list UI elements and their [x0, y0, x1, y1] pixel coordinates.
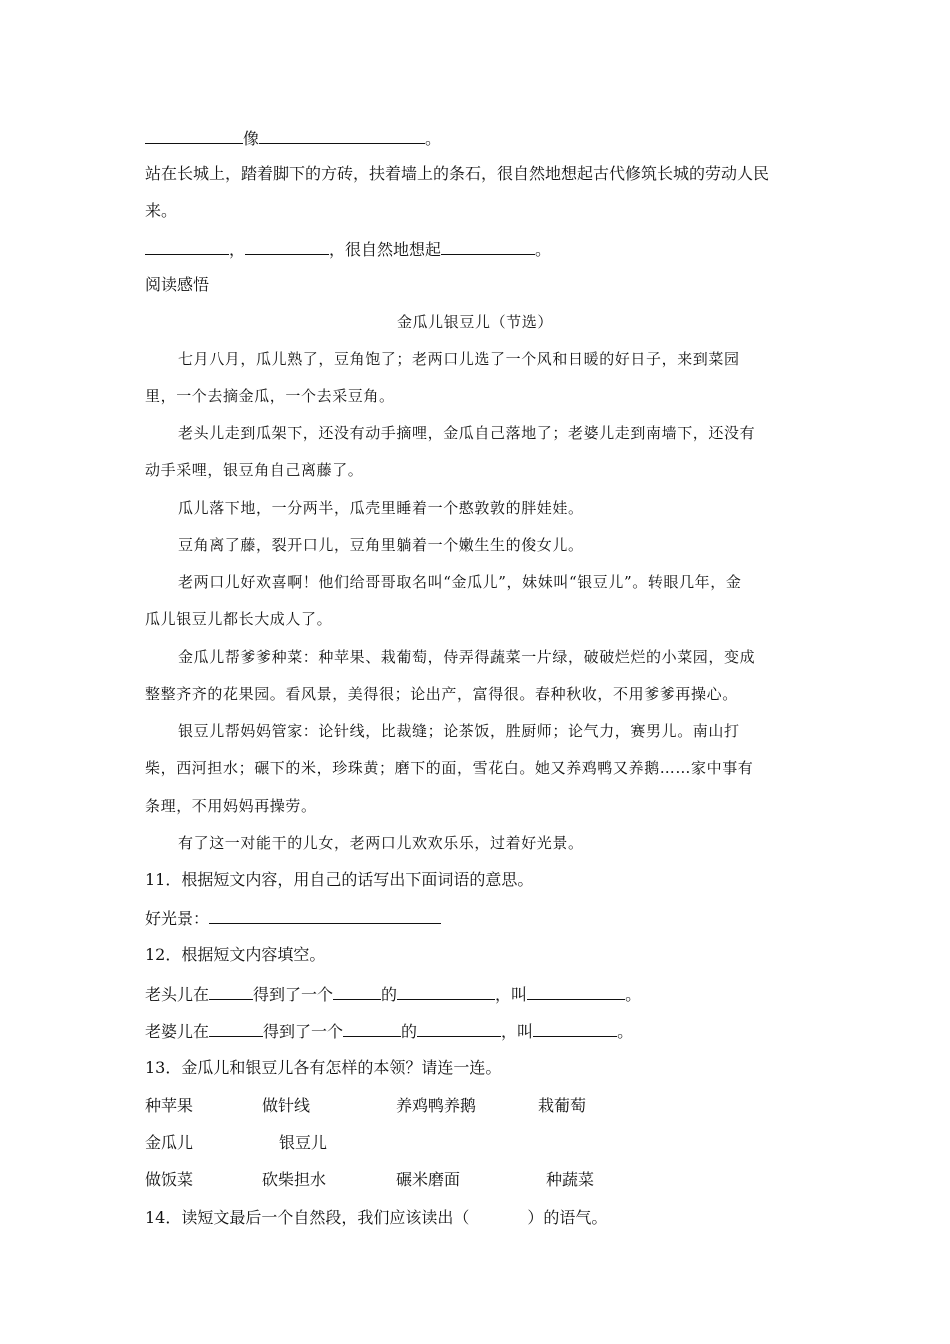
passage-title: 金瓜儿银豆儿（节选）	[396, 313, 553, 331]
passage-p7: 银豆儿帮妈妈管家：论针线，比裁缝；论茶饭，胜厨师；论气力，赛男儿。南山打	[178, 722, 740, 740]
text: ，叫	[495, 985, 528, 1004]
text: 14．读短文最后一个自然段，我们应该读出（	[145, 1208, 470, 1227]
blank[interactable]	[417, 1019, 501, 1037]
match-item[interactable]: 做饭菜	[145, 1170, 194, 1189]
sentence-example: 站在长城上，踏着脚下的方砖，扶着墙上的条石，很自然地想起古代修筑长城的劳动人民	[145, 164, 770, 183]
blank[interactable]	[441, 237, 535, 255]
passage-p4: 豆角离了藤，裂开口儿，豆角里躺着一个嫩生生的俊女儿。	[178, 536, 584, 554]
text: ，	[229, 240, 246, 259]
question-14	[145, 1207, 607, 1229]
match-item[interactable]: 种苹果	[145, 1096, 194, 1115]
passage-p6: 金瓜儿帮爹爹种菜：种苹果、栽葡萄，侍弄得蔬菜一片绿，破破烂烂的小菜园，变成	[178, 648, 756, 666]
blank[interactable]	[245, 237, 329, 255]
text: 老婆儿在	[145, 1022, 210, 1041]
match-item[interactable]: 碾米磨面	[396, 1170, 461, 1189]
question-11-answer	[145, 906, 441, 930]
question-12: 12．根据短文内容填空。	[145, 945, 326, 964]
blank[interactable]	[397, 982, 495, 1000]
text: ，叫	[501, 1022, 534, 1041]
match-item[interactable]: 养鸡鸭养鹅	[396, 1096, 477, 1115]
question-12-line-a	[145, 982, 641, 1006]
blank[interactable]	[209, 982, 253, 1000]
blank[interactable]	[145, 126, 243, 144]
question-12-line-b	[145, 1019, 633, 1043]
match-item[interactable]: 做针线	[262, 1096, 311, 1115]
passage-p5: 老两口儿好欢喜啊！他们给哥哥取名叫“金瓜儿”，妹妹叫“银豆儿”。转眼几年，金	[178, 573, 742, 591]
text: 。	[625, 985, 642, 1004]
passage-p1-cont: 里，一个去摘金瓜，一个去采豆角。	[145, 387, 395, 405]
text: 得到了一个	[263, 1022, 344, 1041]
blank[interactable]	[533, 1019, 617, 1037]
fill-line-1	[145, 126, 441, 150]
passage-p7-cont: 柴，西河担水；碾下的米，珍珠黄；磨下的面，雪花白。她又养鸡鸭又养鹅……家中事有	[145, 759, 754, 777]
match-item[interactable]: 砍柴担水	[262, 1170, 327, 1189]
text: 。	[425, 129, 442, 148]
text: 。	[535, 240, 552, 259]
blank[interactable]	[343, 1019, 401, 1037]
text: 。	[617, 1022, 634, 1041]
sentence-example-cont: 来。	[145, 201, 178, 220]
text: ）的语气。	[527, 1208, 608, 1227]
blank[interactable]	[259, 126, 425, 144]
passage-p7-cont2: 条理，不用妈妈再操劳。	[145, 797, 317, 815]
passage-p2-cont: 动手采哩，银豆角自己离藤了。	[145, 461, 364, 479]
fill-line-2	[145, 237, 551, 261]
blank[interactable]	[209, 1019, 263, 1037]
text: 像	[243, 129, 260, 148]
blank[interactable]	[527, 982, 625, 1000]
passage-p5-cont: 瓜儿银豆儿都长大成人了。	[145, 610, 333, 628]
passage-p3: 瓜儿落下地，一分两半，瓜壳里睡着一个憨敦敦的胖娃娃。	[178, 499, 584, 517]
blank[interactable]	[145, 237, 229, 255]
text: 老头儿在	[145, 985, 210, 1004]
text: ，很自然地想起	[329, 240, 442, 259]
question-11: 11．根据短文内容，用自己的话写出下面词语的意思。	[145, 870, 534, 889]
question-13: 13．金瓜儿和银豆儿各有怎样的本领？请连一连。	[145, 1058, 502, 1077]
blank[interactable]	[333, 982, 381, 1000]
passage-p8: 有了这一对能干的儿女，老两口儿欢欢乐乐，过着好光景。	[178, 834, 584, 852]
answer-blank[interactable]	[209, 906, 441, 924]
text: 的	[381, 985, 398, 1004]
passage-p1: 七月八月，瓜儿熟了，豆角饱了；老两口儿选了一个风和日暖的好日子，来到菜园	[178, 350, 740, 368]
text: 得到了一个	[253, 985, 334, 1004]
text: 的	[401, 1022, 418, 1041]
match-target[interactable]: 银豆儿	[279, 1133, 328, 1152]
match-target[interactable]: 金瓜儿	[145, 1133, 194, 1152]
passage-p2: 老头儿走到瓜架下，还没有动手摘哩，金瓜自己落地了；老婆儿走到南墙下，还没有	[178, 424, 756, 442]
section-heading: 阅读感悟	[145, 275, 210, 294]
match-item[interactable]: 栽葡萄	[538, 1096, 587, 1115]
passage-p6-cont: 整整齐齐的花果园。看风景，美得很；论出产，富得很。春种秋收，不用爹爹再操心。	[145, 685, 738, 703]
answer-label: 好光景：	[145, 909, 210, 928]
match-item[interactable]: 种蔬菜	[546, 1170, 595, 1189]
